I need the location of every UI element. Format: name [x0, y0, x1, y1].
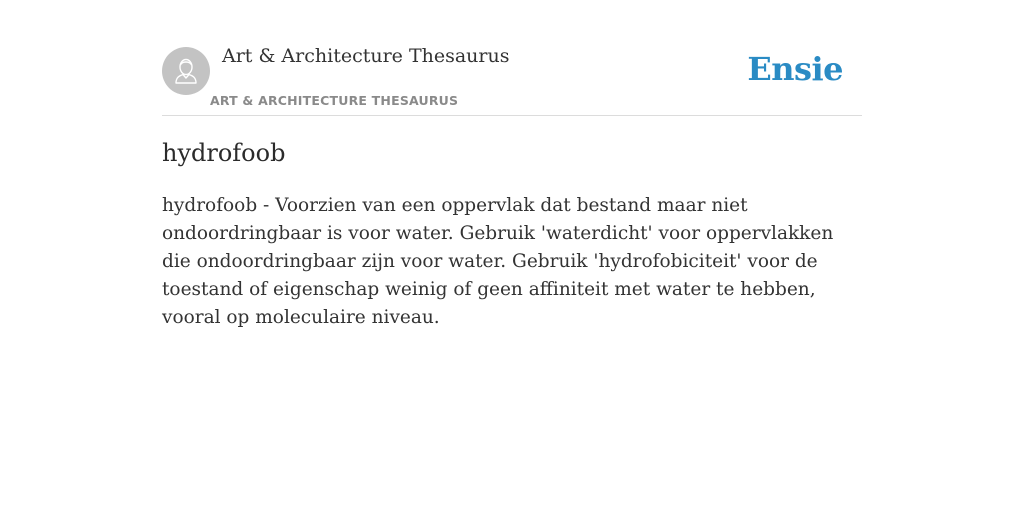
page-container [162, 0, 862, 328]
source-title[interactable]: Art & Architecture Thesaurus [222, 45, 510, 67]
term-heading: hydrofoob [162, 139, 286, 167]
source-header [162, 0, 862, 116]
source-subtitle[interactable]: ART & ARCHITECTURE THESAURUS [210, 93, 459, 108]
user-silhouette-icon [162, 47, 210, 95]
avatar[interactable] [162, 47, 210, 95]
definition-text: hydrofoob - Voorzien van een oppervlak dat bestand maar niet ondoordringbaar is voor water. Gebruik 'waterdicht' voor oppervlakken die ondoordringbaar zijn voor water. Gebruik 'hydrofobiciteit' voor de toestand of eigenschap weinig of geen affiniteit met water te hebben, vooral op moleculaire niveau. [162, 195, 834, 328]
ensie-logo[interactable]: Ensie [747, 50, 843, 88]
